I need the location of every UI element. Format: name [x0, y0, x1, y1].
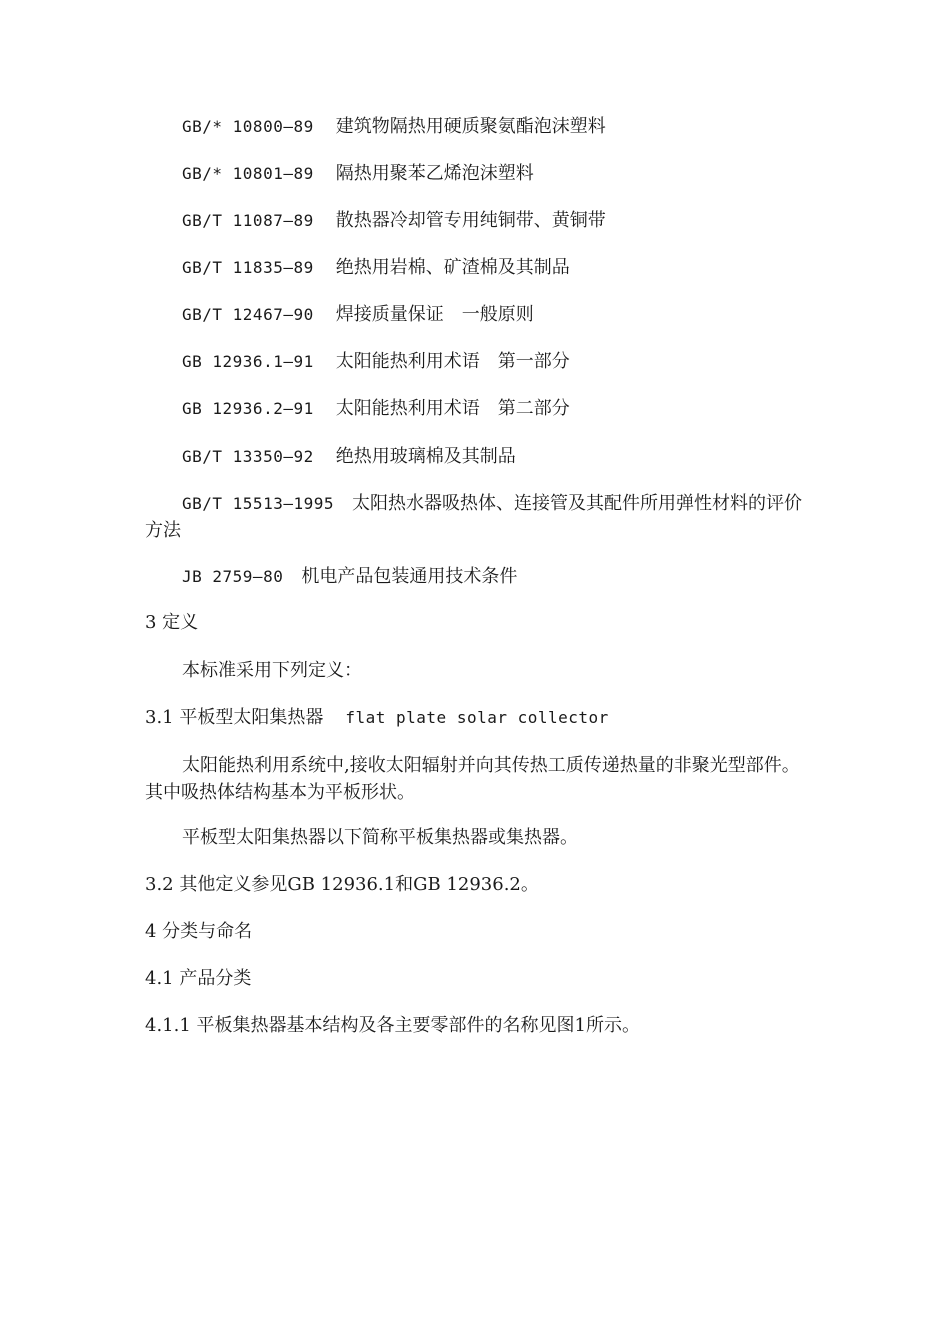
definition-3-2: 3.2 其他定义参见GB 12936.1和GB 12936.2。 [145, 874, 539, 895]
reference-code: GB/T 13350—92 [182, 447, 314, 466]
reference-item [182, 564, 517, 590]
section-heading-definitions: 3 定义 [145, 612, 199, 633]
reference-item [182, 208, 606, 234]
reference-title: 绝热用玻璃棉及其制品 [335, 446, 516, 467]
reference-code: GB 12936.2—91 [182, 399, 314, 418]
reference-item-wrapped [145, 490, 815, 544]
reference-code: GB/T 11835—89 [182, 258, 314, 277]
reference-title: 散热器冷却管专用纯铜带、黄铜带 [335, 210, 606, 231]
reference-item [182, 114, 606, 140]
reference-title: 绝热用岩棉、矿渣棉及其制品 [335, 257, 570, 278]
reference-title: 太阳能热利用术语 第二部分 [335, 398, 570, 419]
reference-code: GB 12936.1—91 [182, 352, 314, 371]
reference-title: 焊接质量保证 一般原则 [335, 304, 534, 325]
reference-item [182, 161, 534, 187]
reference-code: GB/T 11087—89 [182, 211, 314, 230]
definition-3-1-heading [145, 705, 609, 731]
reference-title: 太阳能热利用术语 第一部分 [335, 351, 570, 372]
definition-term-en: flat plate solar collector [345, 708, 609, 727]
reference-item [182, 349, 570, 375]
reference-item [182, 444, 516, 470]
reference-item [182, 396, 570, 422]
reference-title: 建筑物隔热用硬质聚氨酯泡沫塑料 [335, 116, 606, 137]
definition-term-cn: 3.1 平板型太阳集热器 [145, 707, 324, 728]
reference-title: 机电产品包装通用技术条件 [301, 566, 518, 587]
reference-code: GB/* 10801—89 [182, 164, 314, 183]
reference-title: 太阳热水器吸热体、连接管及其配件所用弹性材料的评价方法 [145, 493, 802, 541]
definitions-intro: 本标准采用下列定义： [182, 660, 362, 681]
subsection-4-1: 4.1 产品分类 [145, 968, 252, 989]
reference-item [182, 302, 534, 328]
reference-code: GB/T 15513—1995 [182, 494, 334, 513]
definition-3-1-note: 平板型太阳集热器以下简称平板集热器或集热器。 [182, 827, 578, 848]
reference-code: GB/T 12467—90 [182, 305, 314, 324]
reference-code: JB 2759—80 [182, 567, 284, 586]
reference-code: GB/* 10800—89 [182, 117, 314, 136]
reference-item [182, 255, 570, 281]
definition-3-1-body: 太阳能热利用系统中,接收太阳辐射并向其传热工质传递热量的非聚光型部件。其中吸热体结构基本为平板形状。 [145, 755, 800, 803]
section-heading-classification: 4 分类与命名 [145, 921, 253, 942]
subsection-4-1-1: 4.1.1 平板集热器基本结构及各主要零部件的名称见图1所示。 [145, 1015, 640, 1036]
reference-title: 隔热用聚苯乙烯泡沫塑料 [335, 163, 534, 184]
